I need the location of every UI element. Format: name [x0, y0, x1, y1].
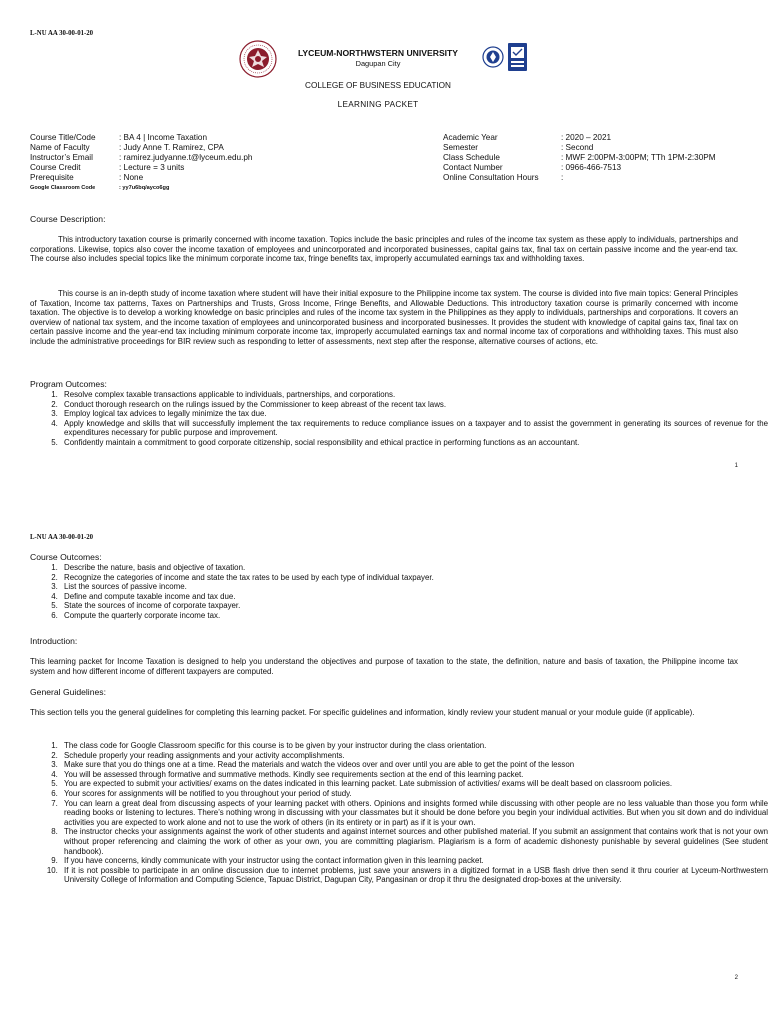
list-item: 1. Describe the nature, basis and objective of taxation.	[60, 563, 768, 573]
list-item: 6. Your scores for assignments will be notified to you throughout your period of study.	[60, 789, 768, 799]
info-row-consultation: Online Consultation Hours :	[443, 173, 564, 182]
guidelines-list	[30, 741, 768, 885]
document-page-2	[0, 512, 768, 1024]
info-row-faculty: Name of Faculty : Judy Anne T. Ramirez, CPA	[30, 143, 224, 152]
info-row-semester: Semester : Second	[443, 143, 594, 152]
list-item: 3. List the sources of passive income.	[60, 582, 768, 592]
course-description-paragraph-2: This course is an in-depth study of income taxation where student will have their initial exposure to the Philippine income tax system. The course is divided into five main topics: General Principles of Taxation, Income tax patterns, Taxes on Partnerships and Trusts, Gross Income, Fringe Benefits, and Allowable Deductions. This introductory taxation course is primarily concerned with income taxation. The objective is to develop a working knowledge on basic principles and rules of the income tax system in the Philippines as they apply to individuals, partnerships and corporations. It covers an overview of national tax system, and the income taxation of employees and unincorporated business and incorporated businesses. It provides the student with knowledge of capital gains tax, final tax on certain passive income and the year-end tax including minimum corporate income tax, improperly accumulated earnings tax and normal income tax of corporations and withholding taxes. This must also include the administrative proceedings for BIR review such as responding to letter of assessments, next step after the response, alternative courses of actions, etc.	[30, 289, 738, 346]
course-info-right	[443, 133, 716, 183]
program-outcomes-list	[30, 390, 768, 448]
info-row-contact: Contact Number : 0966-466-7513	[443, 163, 622, 172]
list-item: 6. Compute the quarterly corporate income tax.	[60, 611, 768, 621]
info-row-credit: Course Credit : Lecture = 3 units	[30, 163, 185, 172]
document-code: L-NU AA 30-00-01-20	[30, 534, 94, 541]
list-item: 2. Conduct thorough research on the rulings issued by the Commissioner to keep abreast of the recent tax laws.	[60, 400, 768, 410]
course-outcomes-list	[30, 563, 768, 621]
list-item: 4. You will be assessed through formative and summative methods. Kindly see requirements section at the end of this learning packet.	[60, 770, 768, 780]
course-info-left	[30, 133, 252, 193]
list-item: 5. State the sources of income of corporate taxpayer.	[60, 601, 768, 611]
list-item: 5. Confidently maintain a commitment to good corporate citizenship, social responsibility and ethical practice in performing functions as an accountant.	[60, 438, 768, 448]
list-item: 8. The instructor checks your assignments against the work of other students and against internet sources and other published material. If you submit an assignment that contains work that is not your own without proper referencing and claiming the work of other as your own, you are committing plagiarism. Plagiarism is a form of academic dishonesty punishable by several guidelines (See student handbook).	[60, 827, 768, 856]
university-name: LYCEUM-NORTHWSTERN UNIVERSITY	[297, 48, 459, 58]
list-item: 4. Define and compute taxable income and tax due.	[60, 592, 768, 602]
course-description-heading: Course Description:	[30, 214, 106, 224]
list-item: 1. Resolve complex taxable transactions applicable to individuals, partnerships, and corporations.	[60, 390, 768, 400]
introduction-paragraph: This learning packet for Income Taxation is designed to help you understand the objectives and purpose of taxation to the state, the definition, nature and basis of taxation, the Philippine income tax system and how different income of different taxpayers are computed.	[30, 657, 738, 676]
course-outcomes-heading: Course Outcomes:	[30, 552, 102, 562]
info-row-course-title: Course Title/Code : BA 4 | Income Taxation	[30, 133, 207, 142]
list-item: 2. Schedule properly your reading assignments and your activity accomplishments.	[60, 751, 768, 761]
guidelines-intro-paragraph: This section tells you the general guidelines for completing this learning packet. For specific guidelines and information, kindly review your student manual or your module guide (if applicable).	[30, 708, 695, 717]
list-item: 3. Make sure that you do things one at a time. Read the materials and watch the videos over and over until you are able to get the point of the lesson	[60, 760, 768, 770]
document-code: L-NU AA 30-00-01-20	[30, 30, 94, 37]
list-item: 4. Apply knowledge and skills that will successfully implement the tax requirements to reduce compliance issues on a taxpayer and to assist the government in generating its sources of revenue for the expenditures necessary for public purpose and improvement.	[60, 419, 768, 438]
info-row-email: Instructor’s Email : ramirez.judyanne.t@lyceum.edu.ph	[30, 153, 253, 162]
list-item: 9. If you have concerns, kindly communicate with your instructor using the contact information given in this learning packet.	[60, 856, 768, 866]
list-item: 10. If it is not possible to participate in an online discussion due to internet problems, just save your answers in a digitized format in a USB flash drive then send it thru courier at Lyceum-Northwestern University College of Information and Computing Science, Tapuac District, Dagupan City, Pangasinan or drop it thru the designated drop-boxes at the university.	[60, 866, 768, 885]
info-row-academic-year: Academic Year : 2020 – 2021	[443, 133, 612, 142]
accreditation-badges-logo	[482, 40, 530, 76]
list-item: 1. The class code for Google Classroom specific for this course is to be given by your instructor during the class orientation.	[60, 741, 768, 751]
packet-title: LEARNING PACKET	[337, 100, 419, 109]
university-city: Dagupan City	[355, 59, 401, 68]
page-number: 1	[734, 463, 738, 469]
general-guidelines-heading: General Guidelines:	[30, 687, 106, 697]
college-name: COLLEGE OF BUSINESS EDUCATION	[305, 81, 451, 90]
info-row-classroom-code: Google Classroom Code : yy7u6bq/ayco6gg	[30, 185, 170, 191]
list-item: 2. Recognize the categories of income and state the tax rates to be used by each type of individual taxpayer.	[60, 573, 768, 583]
list-item: 7. You can learn a great deal from discussing aspects of your learning packet with others. Opinions and insights formed while discussing with other people are no less valuable than those you form while reading books or listening to lectures. There’s nothing wrong in discussing with your classmates but it should be done before you begin your individual activities. But when you sit down and do individual activities you are expected to work alone and not to use the work of others (in its entirety or in part) as if it is your own.	[60, 799, 768, 828]
list-item: 5. You are expected to submit your activities/ exams on the dates indicated in this learning packet. Late submission of activities/ exams will be dealt based on classroom policies.	[60, 779, 768, 789]
course-description-paragraph-1: This introductory taxation course is primarily concerned with income taxation. Topics include the basic principles and rules of the income tax system as these apply to individuals, partnerships and corporations. Likewise, topics also cover the income taxation of employees and unincorporated and incorporated businesses, capital gains tax, final tax on certain passive income and the year-end tax. The course also includes special topics like the minimum corporate income tax, fringe benefits tax, improperly accumulated earnings tax and withholding taxes.	[30, 235, 738, 264]
info-row-schedule: Class Schedule : MWF 2:00PM-3:00PM; TTh 1PM-2:30PM	[443, 153, 716, 162]
list-item: 3. Employ logical tax advices to legally minimize the tax due.	[60, 409, 768, 419]
info-row-prerequisite: Prerequisite : None	[30, 173, 144, 182]
introduction-heading: Introduction:	[30, 636, 78, 646]
page-number: 2	[734, 975, 738, 981]
program-outcomes-heading: Program Outcomes:	[30, 379, 107, 389]
